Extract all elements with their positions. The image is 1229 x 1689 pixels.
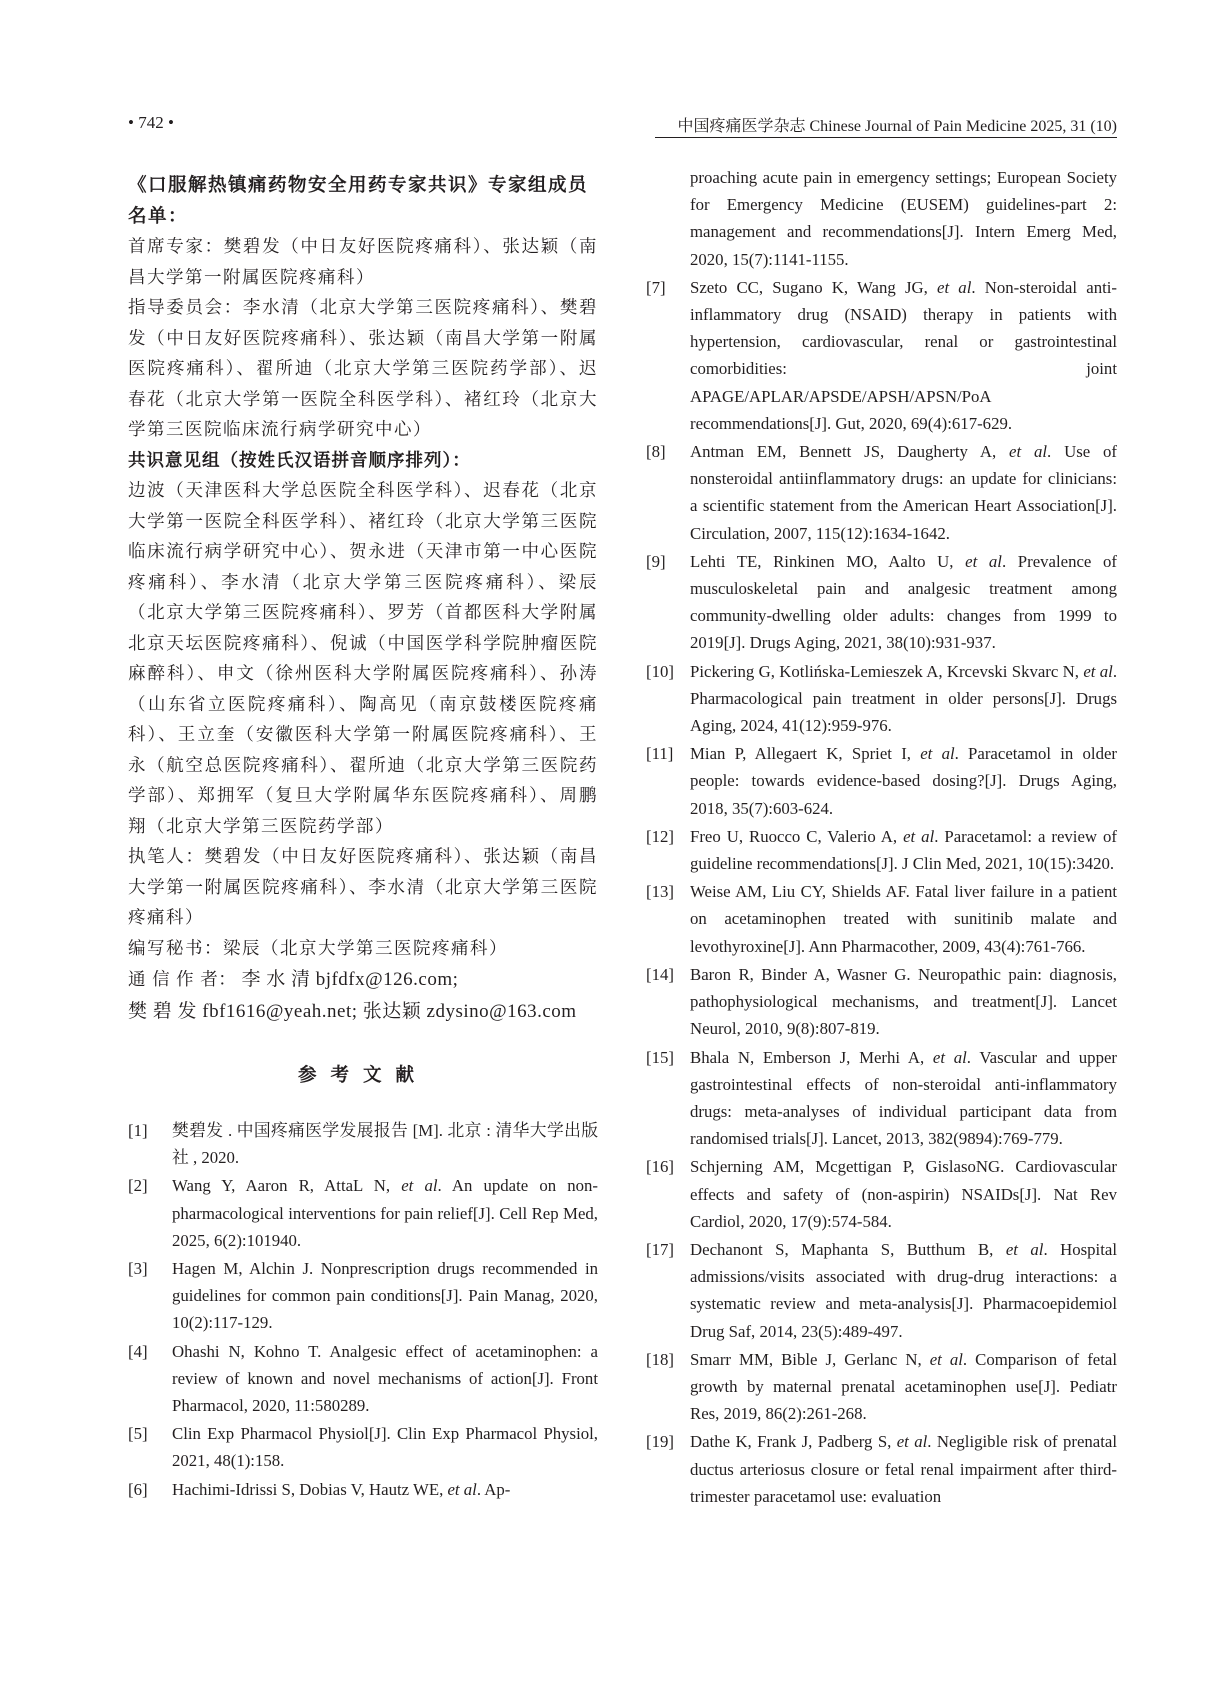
reference-item — [646, 548, 1117, 657]
reference-number: [2] — [128, 1176, 148, 1196]
reference-text: Dathe K, Frank J, Padberg S, et al. Negligible risk of prenatal ductus arteriosus closure or fetal renal impairment after third-trimester paracetamol use: evaluation — [690, 1432, 1118, 1506]
reference-text: Bhala N, Emberson J, Merhi A, et al. Vascular and upper gastrointestinal effects of non-steroidal anti-inflammatory drugs: meta-analyses of individual participant data from randomised trials[J]. Lancet, 2013, 382(9894):769-779. — [690, 1047, 1117, 1149]
reference-item — [646, 823, 1117, 877]
contact-li-shuiqing: 李 水 清 bjfdfx@126.com; — [241, 969, 459, 990]
reference-number: [15] — [646, 1047, 674, 1067]
reference-number: [8] — [646, 442, 666, 462]
reference-text: Baron R, Binder A, Wasner G. Neuropathic pain: diagnosis, pathophysiological mechanisms, and treatment[J]. Lancet Neurol, 2010, 9(8):807-819. — [690, 964, 1117, 1039]
reference-item — [646, 658, 1117, 740]
reference-number: [17] — [646, 1239, 674, 1259]
reference-text: Dechanont S, Maphanta S, Butthum B, et al. Hospital admissions/visits associated with drug-drug interactions: a systematic review and meta-analysis[J]. Pharmacoepidemiol Drug Saf, 2014, 23(5):489-497. — [690, 1239, 1117, 1341]
reference-item — [128, 1172, 598, 1254]
reference-text: Pickering G, Kotlińska-Lemieszek A, Krcevski Skvarc N, et al. Pharmacological pain treatment in older persons[J]. Drugs Aging, 2024, 41(12):959-976. — [690, 661, 1118, 736]
page-number: • 742 • — [128, 113, 174, 132]
reference-item — [646, 1044, 1117, 1153]
reference-text: Antman EM, Bennett JS, Daugherty A, et al. Use of nonsteroidal antiinflammatory drugs: an update for clinicians: a scientific statement from the American Heart Association[J]. Circulation, 2007, 115(12):1634-1642. — [690, 442, 1118, 543]
reference-text: Mian P, Allegaert K, Spriet I, et al. Paracetamol in older people: towards evidence-based dosing?[J]. Drugs Aging, 2018, 35(7):603-624. — [690, 744, 1118, 818]
reference-number: [1] — [128, 1121, 148, 1140]
reference-number: [12] — [646, 826, 674, 846]
guidance-committee: 指导委员会：李水清（北京大学第三医院疼痛科）、樊碧发（中日友好医院疼痛科）、张达颖（南昌大学第一附属医院疼痛科）、翟所迪（北京大学第三医院药学部）、迟春花（北京大学第一医院全科医学科）、褚红玲（北京大学第三医院临床流行病学研究中心） — [128, 298, 598, 440]
reference-number: [3] — [128, 1259, 148, 1279]
contact-label: 通 信 作 者： — [128, 970, 237, 990]
header-rule — [655, 137, 1117, 138]
left-column — [128, 170, 598, 1504]
reference-number: [6] — [128, 1479, 148, 1499]
reference-list-left — [128, 1117, 598, 1503]
reference-number: [18] — [646, 1349, 674, 1369]
reference-text: Szeto CC, Sugano K, Wang JG, et al. Non-steroidal anti-inflammatory drug (NSAID) therapy in patients with hypertension, cardiovascular, renal or gastrointestinal comorbidities: joint APAGE/APLAR/APSDE/APSH/APSN/PoA recommendations[J]. Gut, 2020, 69(4):617-629. — [690, 277, 1117, 433]
reference-item — [128, 1476, 598, 1503]
reference-item — [646, 274, 1117, 437]
reference-number: [5] — [128, 1424, 148, 1444]
reference-item — [128, 1420, 598, 1474]
reference-item — [646, 1153, 1117, 1235]
expert-group-title: 《口服解热镇痛药物安全用药专家共识》专家组成员名单： — [128, 175, 589, 227]
chief-experts: 首席专家：樊碧发（中日友好医院疼痛科）、张达颖（南昌大学第一附属医院疼痛科） — [128, 237, 598, 288]
consensus-group-heading: 共识意见组（按姓氏汉语拼音顺序排列）： — [128, 450, 471, 471]
secretary: 编写秘书：梁辰（北京大学第三医院疼痛科） — [128, 938, 508, 959]
reference-text: Smarr MM, Bible J, Gerlanc N, et al. Comparison of fetal growth by maternal prenatal acetaminophen use[J]. Pediatr Res, 2019, 86(2):261-268. — [690, 1349, 1118, 1424]
reference-number: [13] — [646, 882, 674, 902]
reference-number: [4] — [128, 1341, 148, 1361]
reference-text: proaching acute pain in emergency settings; European Society for Emergency Medicine (EUSEM) guidelines-part 2: management and recommendations[J]. Intern Emerg Med, 2020, 15(7):1141-1155. — [690, 168, 1117, 269]
running-header — [128, 113, 1117, 139]
journal-title: 中国疼痛医学杂志 Chinese Journal of Pain Medicine 2025, 31 (10) — [677, 118, 1117, 135]
reference-number: [19] — [646, 1432, 674, 1452]
reference-number: [7] — [646, 277, 666, 297]
right-column — [646, 164, 1117, 1511]
reference-number: [10] — [646, 661, 674, 681]
reference-list-right — [646, 164, 1117, 1510]
reference-number: [11] — [646, 744, 674, 764]
reference-item — [128, 1255, 598, 1337]
reference-number: [14] — [646, 964, 674, 984]
reference-text: Wang Y, Aaron R, AttaL N, et al. An update on non-pharmacological interventions for pain relief[J]. Cell Rep Med, 2025, 6(2):101940. — [172, 1176, 598, 1250]
reference-text: Lehti TE, Rinkinen MO, Aalto U, et al. Prevalence of musculoskeletal pain and analgesic treatment among community-dwelling older adults: changes from 1999 to 2019[J]. Drugs Aging, 2021, 38(10):931-937. — [690, 551, 1118, 653]
consensus-group-members: 边波（天津医科大学总医院全科医学科）、迟春花（北京大学第一医院全科医学科）、褚红玲（北京大学第三医院临床流行病学研究中心）、贺永进（天津市第一中心医院疼痛科）、李水清（北京大学第三医院疼痛科）、梁辰（北京大学第三医院疼痛科）、罗芳（首都医科大学附属北京天坛医院疼痛科）、倪诚（中国医学科学院肿瘤医院麻醉科）、申文（徐州医科大学附属医院疼痛科）、孙涛（山东省立医院疼痛科）、陶高见（南京鼓楼医院疼痛科）、王立奎（安徽医科大学第一附属医院疼痛科）、王永（航空总医院疼痛科）、翟所迪（北京大学第三医院药学部）、郑拥军（复旦大学附属华东医院疼痛科）、周鹏翔（北京大学第三医院药学部） — [128, 481, 598, 837]
reference-text: Clin Exp Pharmacol Physiol[J]. Clin Exp Pharmacol Physiol, 2021, 48(1):158. — [172, 1424, 598, 1471]
reference-text: Hagen M, Alchin J. Nonprescription drugs recommended in guidelines for common pain conditions[J]. Pain Manag, 2020, 10(2):117-129. — [172, 1259, 598, 1333]
reference-item — [646, 1236, 1117, 1345]
writers: 执笔人：樊碧发（中日友好医院疼痛科）、张达颖（南昌大学第一附属医院疼痛科）、李水清（北京大学第三医院疼痛科） — [128, 847, 598, 928]
reference-text: Schjerning AM, Mcgettigan P, GislasoNG. Cardiovascular effects and safety of (non-aspirin) NSAIDs[J]. Nat Rev Cardiol, 2020, 17(9):574-584. — [690, 1157, 1117, 1231]
contact-zhang-daying: 张达颖 zdysino@163.com — [362, 1001, 577, 1022]
reference-item — [646, 1346, 1117, 1428]
reference-item — [646, 878, 1117, 960]
reference-item — [646, 961, 1117, 1043]
reference-number: [9] — [646, 551, 666, 571]
reference-item — [646, 438, 1117, 547]
contact-fan-bifa: 樊 碧 发 fbf1616@yeah.net; — [128, 1001, 358, 1022]
reference-item — [646, 164, 1117, 273]
reference-item — [128, 1338, 598, 1420]
references-heading: 参考文献 — [297, 1065, 428, 1086]
reference-item — [128, 1117, 598, 1171]
reference-text: Hachimi-Idrissi S, Dobias V, Hautz WE, et al. Ap- — [172, 1479, 511, 1499]
reference-text: Freo U, Ruocco C, Valerio A, et al. Paracetamol: a review of guideline recommendations[J]. J Clin Med, 2021, 10(15):3420. — [690, 826, 1117, 874]
reference-text: Ohashi N, Kohno T. Analgesic effect of acetaminophen: a review of known and novel mechanisms of action[J]. Front Pharmacol, 2020, 11:580289. — [172, 1341, 598, 1416]
reference-item — [646, 1428, 1117, 1510]
reference-text: 樊碧发 . 中国疼痛医学发展报告 [M]. 北京 : 清华大学出版社 , 2020. — [172, 1121, 598, 1168]
reference-item — [646, 740, 1117, 822]
corresponding-authors — [128, 964, 598, 1027]
reference-text: Weise AM, Liu CY, Shields AF. Fatal liver failure in a patient on acetaminophen treated with sunitinib malate and levothyroxine[J]. Ann Pharmacother, 2009, 43(4):761-766. — [690, 882, 1117, 956]
reference-number: [16] — [646, 1157, 674, 1177]
